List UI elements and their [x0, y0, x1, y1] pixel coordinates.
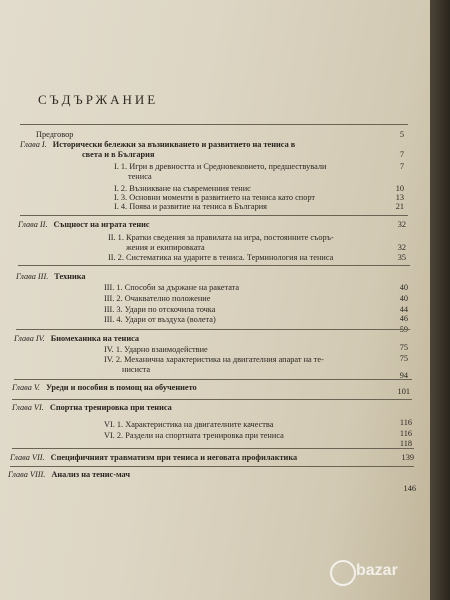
page-number: 7 [399, 150, 404, 159]
toc-section-4-2: IV. 2. Механична характеристика на двигателния апарат на те- [104, 355, 324, 364]
divider [14, 379, 412, 380]
chapter-label: Глава II. [18, 220, 48, 229]
section-title-continued: нисиста [122, 365, 151, 374]
toc-chapter-4 [14, 334, 139, 344]
toc-section-6-1: VI. 1. Характеристика на двигателните качества [104, 420, 274, 429]
page-number: 32 [397, 243, 406, 252]
divider [20, 124, 408, 125]
chapter-label: Глава IV. [14, 334, 45, 343]
page-number: 21 [395, 202, 404, 211]
divider [10, 466, 414, 467]
book-edge [430, 0, 450, 600]
chapter-label: Глава VI. [12, 403, 44, 412]
page-number: 32 [397, 220, 406, 229]
divider [20, 215, 408, 216]
divider [16, 329, 410, 330]
chapter-label: Глава III. [16, 272, 49, 281]
toc-chapter-6 [12, 403, 172, 413]
page-number: 46 [399, 314, 408, 323]
entry-title: Предговор [36, 130, 74, 139]
page-number: 116 [399, 429, 412, 438]
toc-entry-preface [36, 130, 73, 140]
toc-chapter-3 [16, 272, 86, 282]
page-number: 10 [395, 184, 404, 193]
toc-section-3-2: III. 2. Очаквателно положение [104, 294, 211, 303]
page-number: 40 [399, 283, 408, 292]
chapter-title: Специфичният травматизм при тениса и неговата профилактика [50, 453, 298, 462]
divider [12, 399, 412, 400]
chapter-label: Глава VII. [10, 453, 45, 462]
toc-section-2-1: II. 1. Кратки сведения за правилата на игра, постоянните съоръ- [108, 233, 334, 242]
section-title-continued: жения и екипировката [126, 243, 205, 252]
chapter-title: Същност на играта тенис [53, 220, 150, 229]
page-number: 101 [397, 387, 410, 396]
page-number: 139 [401, 453, 414, 462]
chapter-title: Исторически бележки за възникването и развитието на тениса в [52, 140, 296, 149]
page-number: 5 [399, 130, 404, 139]
toc-section-1-4: I. 4. Поява и развитие на тениса в България [114, 202, 267, 211]
toc-chapter-5 [12, 383, 197, 393]
section-title-continued: тениса [128, 172, 152, 181]
chapter-title: Техника [54, 272, 86, 281]
page-number: 7 [399, 162, 404, 171]
toc-chapter-1 [20, 140, 295, 150]
toc-section-4-1: IV. 1. Ударно взаимодействие [104, 345, 208, 354]
page-number: 13 [395, 193, 404, 202]
page-number: 75 [399, 354, 408, 363]
page-number: 116 [399, 418, 412, 427]
toc-section-1-2: I. 2. Възникване на съвременния тенис [114, 184, 251, 193]
toc-section-3-1: III. 1. Способи за държане на ракетата [104, 283, 240, 292]
page-number: 35 [397, 253, 406, 262]
toc-section-2-2: II. 2. Систематика на ударите в тениса. Терминология на тениса [108, 253, 334, 262]
toc-chapter-7 [10, 453, 297, 463]
divider [12, 448, 414, 449]
chapter-title: Спортна тренировка при тениса [49, 403, 172, 412]
chapter-title-continued: света и в България [82, 150, 155, 159]
page-title: СЪДЪРЖАНИЕ [38, 92, 159, 107]
watermark-logo-icon [330, 560, 356, 586]
chapter-label: Глава VIII. [8, 470, 46, 479]
page-number: 44 [399, 305, 408, 314]
chapter-label: Глава V. [12, 383, 40, 392]
chapter-label: Глава I. [20, 140, 47, 149]
page-number: 75 [399, 343, 408, 352]
chapter-title: Уреди и пособия в помощ на обучението [46, 383, 197, 392]
page-number: 59 [399, 325, 408, 334]
page-number: 118 [399, 439, 412, 448]
watermark-text: bazar [356, 562, 398, 579]
toc-section-6-2: VI. 2. Раздели на спортната тренировка при тениса [104, 431, 284, 440]
toc-section-3-3: III. 3. Удари по отскочила точка [104, 305, 216, 314]
toc-section-1-1: I. 1. Игри в древността и Средновековието, предшествували [114, 162, 327, 171]
page-number: 94 [399, 371, 408, 380]
page-number: 40 [399, 294, 408, 303]
chapter-title: Биомеханика на тениса [50, 334, 140, 343]
toc-section-1-3: I. 3. Основни моменти в развитието на тениса като спорт [114, 193, 316, 202]
chapter-title: Анализ на тенис-мач [51, 470, 131, 479]
page-number: 146 [403, 484, 416, 493]
toc-chapter-8 [8, 470, 130, 480]
toc-chapter-2 [18, 220, 150, 230]
toc-section-3-4: III. 4. Удари от въздуха (волета) [104, 315, 216, 324]
divider [18, 265, 410, 266]
